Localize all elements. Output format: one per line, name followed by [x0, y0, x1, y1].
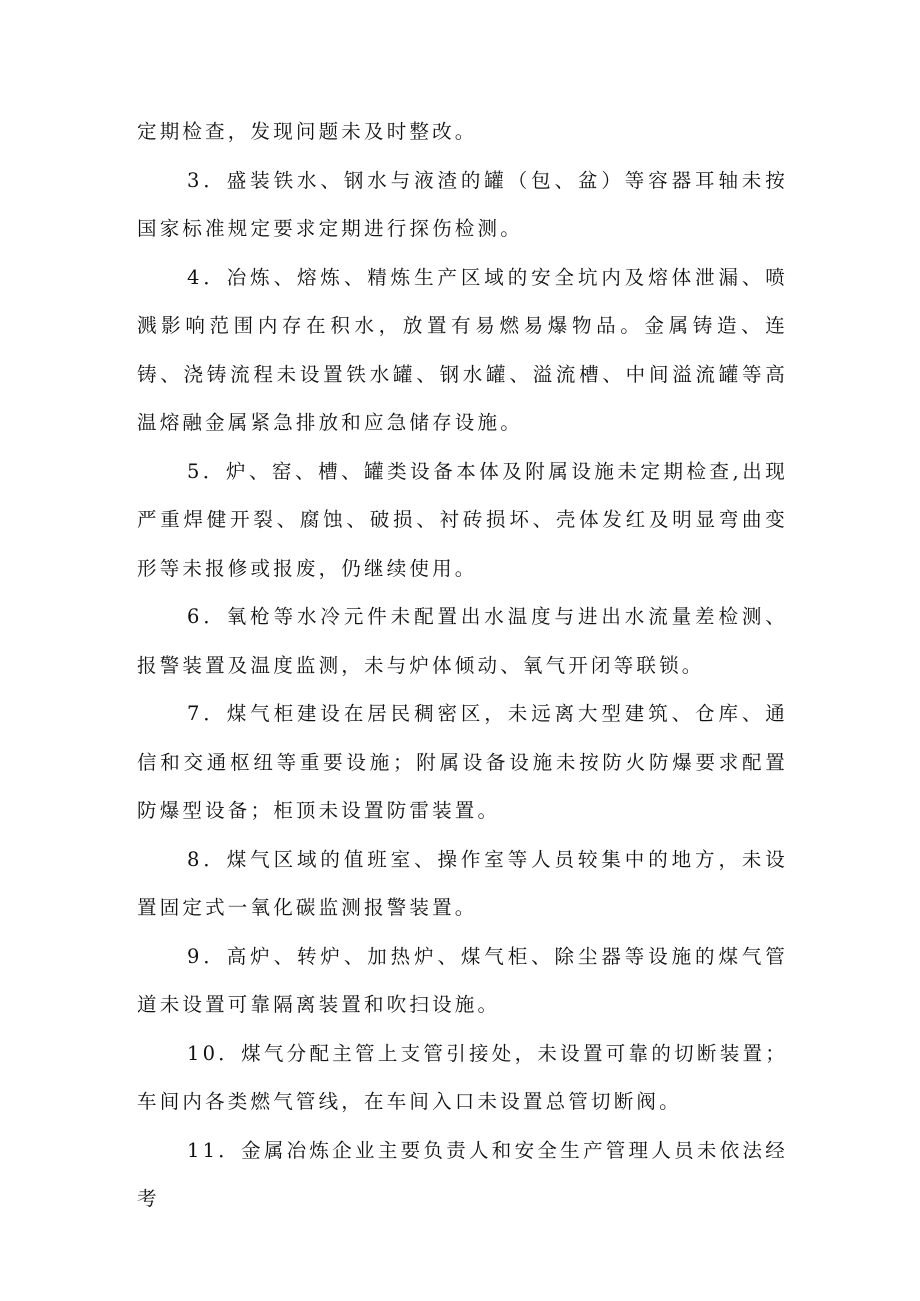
- paragraph-item-3: 3．盛装铁水、钢水与液渣的罐（包、盆）等容器耳轴未按国家标准规定要求定期进行探伤检测。: [137, 168, 788, 240]
- paragraph-item-7: 7．煤气柜建设在居民稠密区，未远离大型建筑、仓库、通信和交通枢纽等重要设施；附属设备设施未按防火防爆要求配置防爆型设备；柜顶未设置防雷装置。: [137, 702, 788, 822]
- paragraph-item-10: 10．煤气分配主管上支管引接处，未设置可靠的切断装置；车间内各类燃气管线，在车间入口未设置总管切断阀。: [137, 1041, 788, 1113]
- paragraph-item-5: 5．炉、窑、槽、罐类设备本体及附属设施未定期检查,出现严重焊健开裂、腐蚀、破损、衬砖损坏、壳体发红及明显弯曲变形等未报修或报废，仍继续使用。: [137, 459, 788, 580]
- paragraph-item-4: 4．冶炼、熔炼、精炼生产区域的安全坑内及熔体泄漏、喷溅影响范围内存在积水，放置有易燃易爆物品。金属铸造、连铸、浇铸流程未设置铁水罐、钢水罐、溢流槽、中间溢流罐等高温熔融金属紧急排放和应急储存设施。: [137, 265, 788, 434]
- paragraph-item-9: 9．高炉、转炉、加热炉、煤气柜、除尘器等设施的煤气管道未设置可靠隔离装置和吹扫设施。: [137, 944, 788, 1016]
- paragraph-item-8: 8．煤气区域的值班室、操作室等人员较集中的地方，未设置固定式一氧化碳监测报警装置。: [137, 847, 788, 919]
- paragraph-continuation: 定期检查，发现问题未及时整改。: [137, 120, 478, 143]
- paragraph-item-6: 6．氧枪等水冷元件未配置出水温度与进出水流量差检测、报警装置及温度监测，未与炉体倾动、氧气开闭等联锁。: [137, 605, 788, 677]
- paragraph-item-11: 11．金属冶炼企业主要负责人和安全生产管理人员未依法经考: [137, 1138, 788, 1210]
